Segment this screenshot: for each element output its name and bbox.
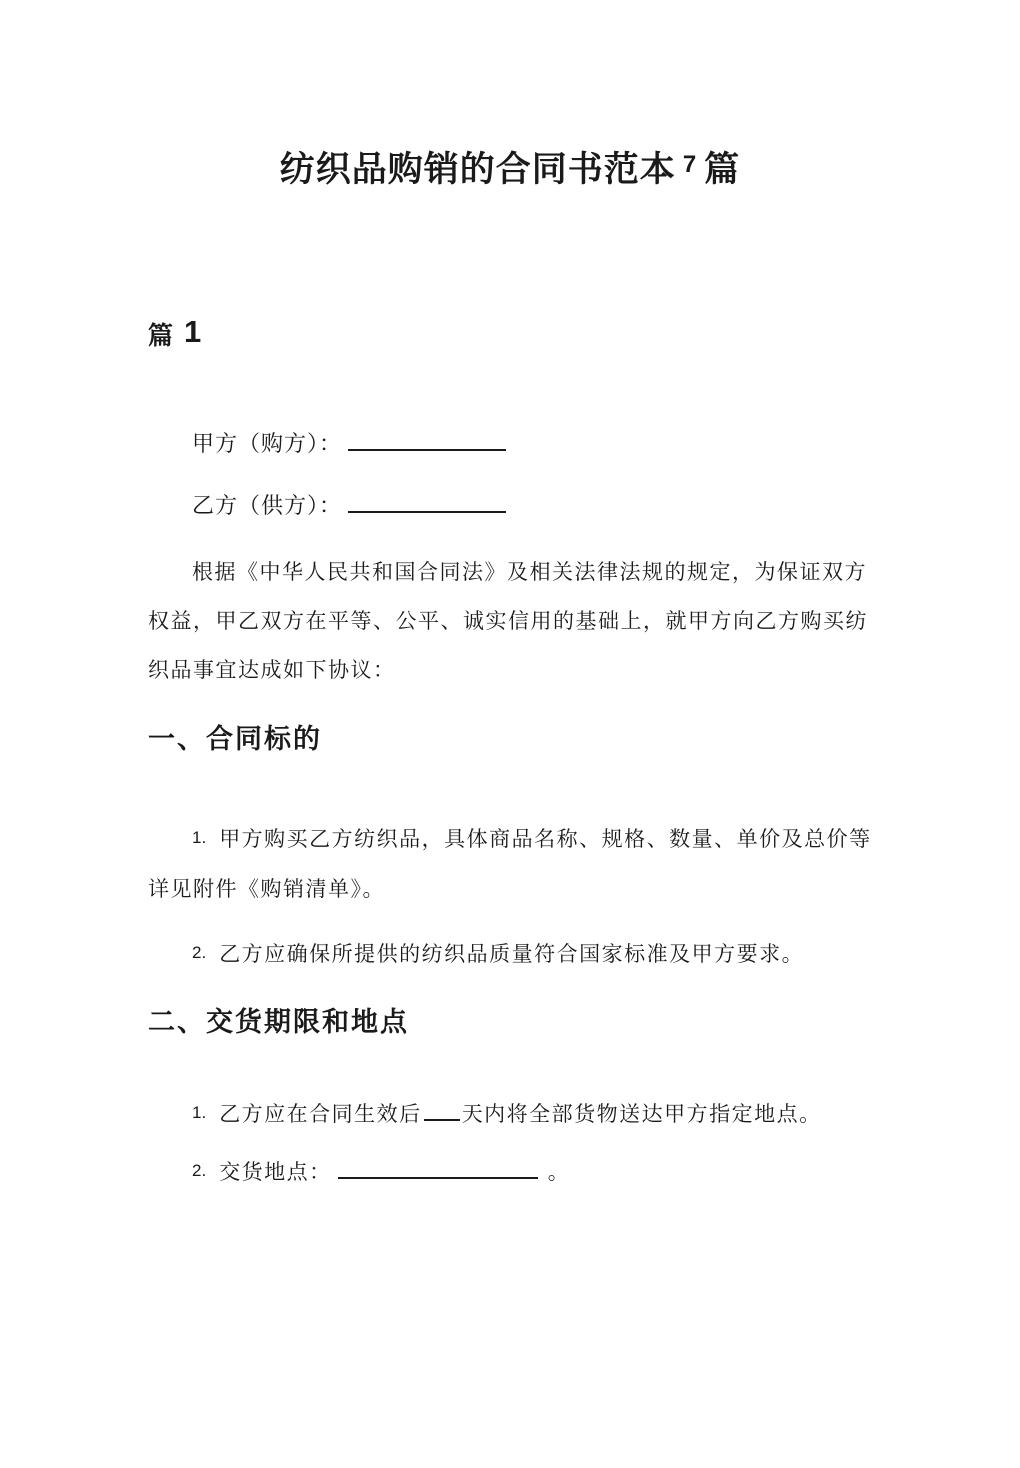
document-title — [148, 148, 872, 196]
party-a-line — [148, 428, 872, 460]
section-1-item-2 — [148, 930, 872, 980]
party-a-blank-line — [348, 431, 506, 451]
document-title-count: 7 — [682, 151, 698, 178]
item-number: 1. — [192, 1103, 207, 1122]
section-1-heading: 一、合同标的 — [148, 724, 322, 754]
item-text: 甲方购买乙方纺织品，具体商品名称、规格、数量、单价及总价等详见附件《购销清单》。 — [148, 828, 872, 901]
section-2-heading: 二、交货期限和地点 — [148, 1007, 409, 1037]
piece-heading-number: 1 — [184, 314, 202, 349]
piece-heading — [148, 314, 872, 356]
section-2-item-1 — [148, 1090, 872, 1140]
section-2-item-2 — [148, 1148, 872, 1198]
party-b-line — [148, 490, 872, 522]
item-number: 2. — [192, 1161, 207, 1180]
party-b-label: 乙方（供方）： — [192, 493, 343, 518]
days-blank-line — [424, 1101, 460, 1121]
piece-heading-label: 篇 — [148, 322, 174, 350]
document-title-suffix: 篇 — [704, 150, 741, 189]
item-text-before: 交货地点： — [219, 1161, 332, 1184]
item-number: 2. — [192, 943, 207, 962]
item-text-before: 乙方应在合同生效后 — [219, 1103, 422, 1126]
section-1-item-1 — [148, 815, 872, 914]
party-a-label: 甲方（购方）： — [192, 431, 343, 456]
party-b-blank-line — [348, 493, 506, 513]
item-text-after: 。 — [547, 1161, 571, 1184]
intro-paragraph: 根据《中华人民共和国合同法》及相关法律法规的规定，为保证双方权益，甲乙双方在平等、公平、诚实信用的基础上，就甲方向乙方购买纺织品事宜达成如下协议： — [148, 561, 868, 682]
location-blank-line — [338, 1159, 538, 1179]
document-page — [0, 148, 1020, 1468]
document-title-main: 纺织品购销的合同书范本 — [279, 150, 676, 189]
item-text-after: 天内将全部货物送达甲方指定地点。 — [461, 1103, 822, 1126]
item-text: 乙方应确保所提供的纺织品质量符合国家标准及甲方要求。 — [219, 943, 805, 966]
item-number: 1. — [192, 828, 207, 847]
